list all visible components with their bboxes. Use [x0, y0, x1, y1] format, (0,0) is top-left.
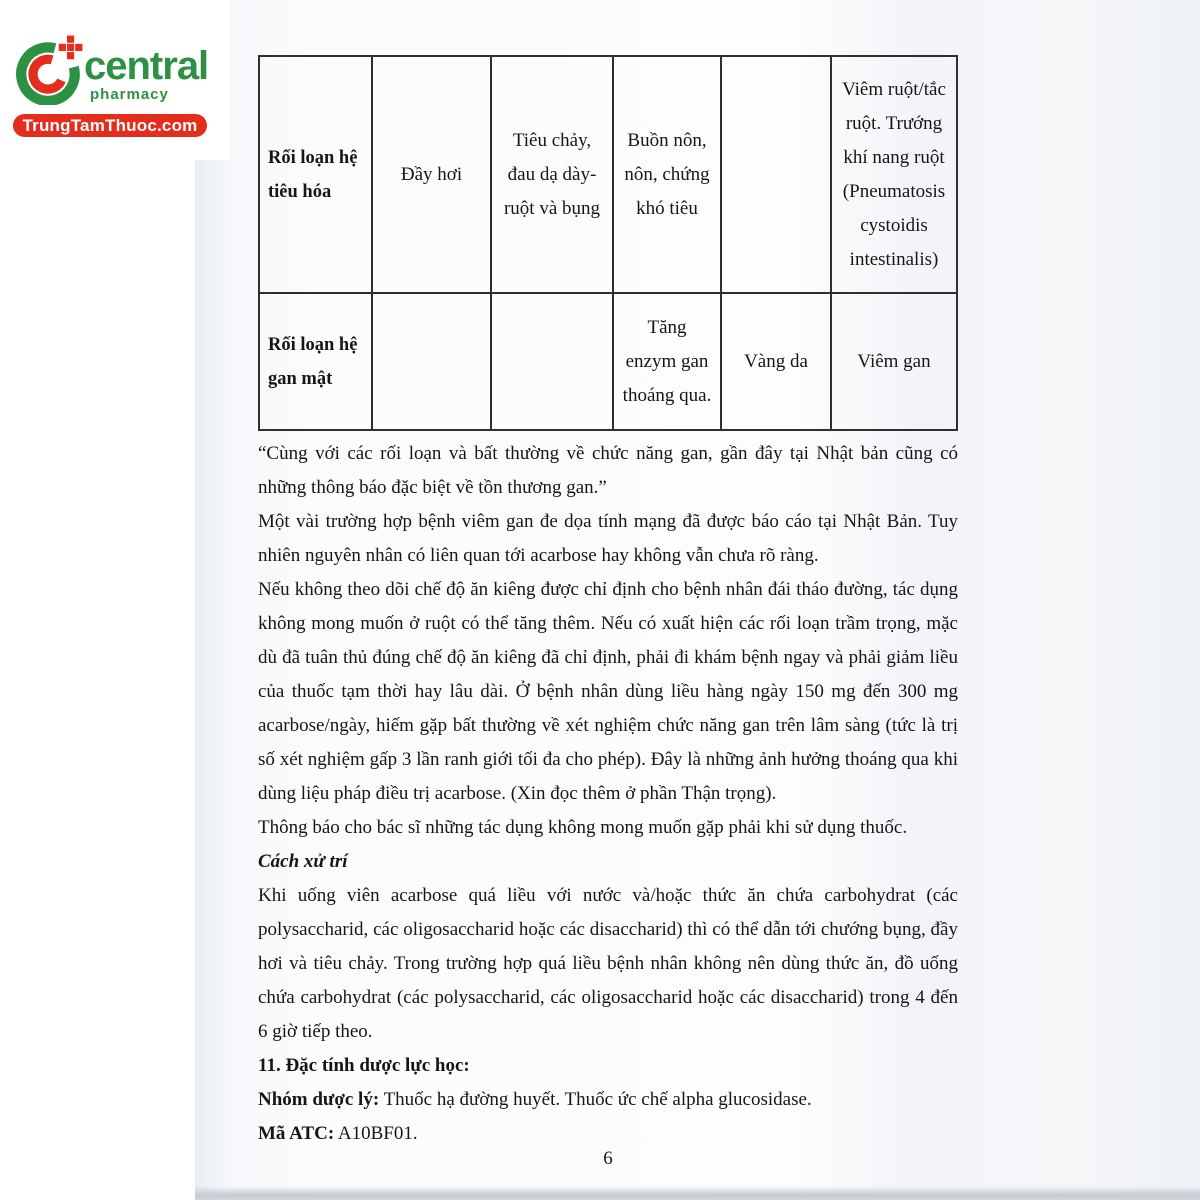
section-heading-dac-tinh-duoc-luc-hoc: 11. Đặc tính dược lực học:	[258, 1055, 470, 1076]
document-body	[258, 437, 958, 1151]
paragraph-labeled	[258, 1083, 958, 1117]
page-number: 6	[603, 1148, 613, 1169]
central-pharmacy-logo-icon	[14, 33, 86, 105]
row-header-cell: Rối loạn hệ tiêu hóa	[259, 56, 372, 293]
adverse-reactions-table	[258, 55, 958, 431]
logo-website-badge: TrungTamThuoc.com	[13, 114, 207, 137]
paragraph: Một vài trường hợp bệnh viêm gan đe dọa tính mạng đã được báo cáo tại Nhật Bản. Tuy nhiên nguyên nhân có liên quan tới acarbose hay không vẫn chưa rõ ràng.	[258, 511, 958, 566]
paragraph-label: Nhóm dược lý:	[258, 1089, 380, 1110]
table-row	[259, 56, 957, 293]
table-cell	[491, 293, 613, 430]
table-row	[259, 293, 957, 430]
paragraph-text: Thuốc hạ đường huyết. Thuốc ức chế alpha glucosidase.	[379, 1089, 812, 1110]
table-cell: Tăng enzym gan thoáng qua.	[613, 293, 721, 430]
paragraph: Nếu không theo dõi chế độ ăn kiêng được chỉ định cho bệnh nhân đái tháo đường, tác dụng không mong muốn ở ruột có thể tăng thêm. Nếu có xuất hiện các rối loạn trầm trọng, mặc dù đã tuân thủ đúng chế độ ăn kiêng đã chỉ định, phải đi khám bệnh ngay và phải giảm liều của thuốc tạm thời hay lâu dài. Ở bệnh nhân dùng liều hàng ngày 150 mg đến 300 mg acarbose/ngày, hiếm gặp bất thường về xét nghiệm chức năng gan trên lâm sàng (tức là trị số xét nghiệm gấp 3 lần ranh giới tối đa cho phép). Đây là những ảnh hưởng thoáng qua khi dùng liệu pháp điều trị acarbose. (Xin đọc thêm ở phần Thận trọng).	[258, 579, 958, 804]
table-cell: Buồn nôn, nôn, chứng khó tiêu	[613, 56, 721, 293]
section-heading-cach-xu-tri: Cách xử trí	[258, 851, 348, 872]
paragraph-text: A10BF01.	[334, 1123, 418, 1144]
table-cell: Tiêu chảy, đau dạ dày-ruột và bụng	[491, 56, 613, 293]
scan-bottom-edge	[195, 1186, 1200, 1200]
paragraph-labeled	[258, 1117, 958, 1151]
table-cell: Vàng da	[721, 293, 831, 430]
paragraph-label: Mã ATC:	[258, 1123, 335, 1144]
logo-brand-text: central	[84, 44, 209, 88]
paragraph-quote: “Cùng với các rối loạn và bất thường về chức năng gan, gần đây tại Nhật bản cũng có những thông báo đặc biệt về tồn thương gan.”	[258, 443, 958, 498]
table-cell: Viêm gan	[831, 293, 957, 430]
table-cell	[372, 293, 491, 430]
logo-subtitle-text: pharmacy	[90, 86, 169, 103]
table-cell: Đầy hơi	[372, 56, 491, 293]
plus-icon	[59, 36, 83, 60]
pharmacy-logo	[0, 0, 230, 160]
table-cell	[721, 56, 831, 293]
paragraph: Thông báo cho bác sĩ những tác dụng không mong muốn gặp phải khi sử dụng thuốc.	[258, 817, 908, 838]
row-header-cell: Rối loạn hệ gan mật	[259, 293, 372, 430]
paragraph: Khi uống viên acarbose quá liều với nước và/hoặc thức ăn chứa carbohydrat (các polysaccharid, các oligosaccharid hoặc các disaccharid) thì có thể dẫn tới chướng bụng, đầy hơi và tiêu chảy. Trong trường hợp quá liều bệnh nhân không nên dùng thức ăn, đồ uống chứa carbohydrat (các polysaccharid, các oligosaccharid hoặc các disaccharid) trong 4 đến 6 giờ tiếp theo.	[258, 885, 958, 1042]
table-cell: Viêm ruột/tắc ruột. Trướng khí nang ruột (Pneumatosis cystoidis intestinalis)	[831, 56, 957, 293]
